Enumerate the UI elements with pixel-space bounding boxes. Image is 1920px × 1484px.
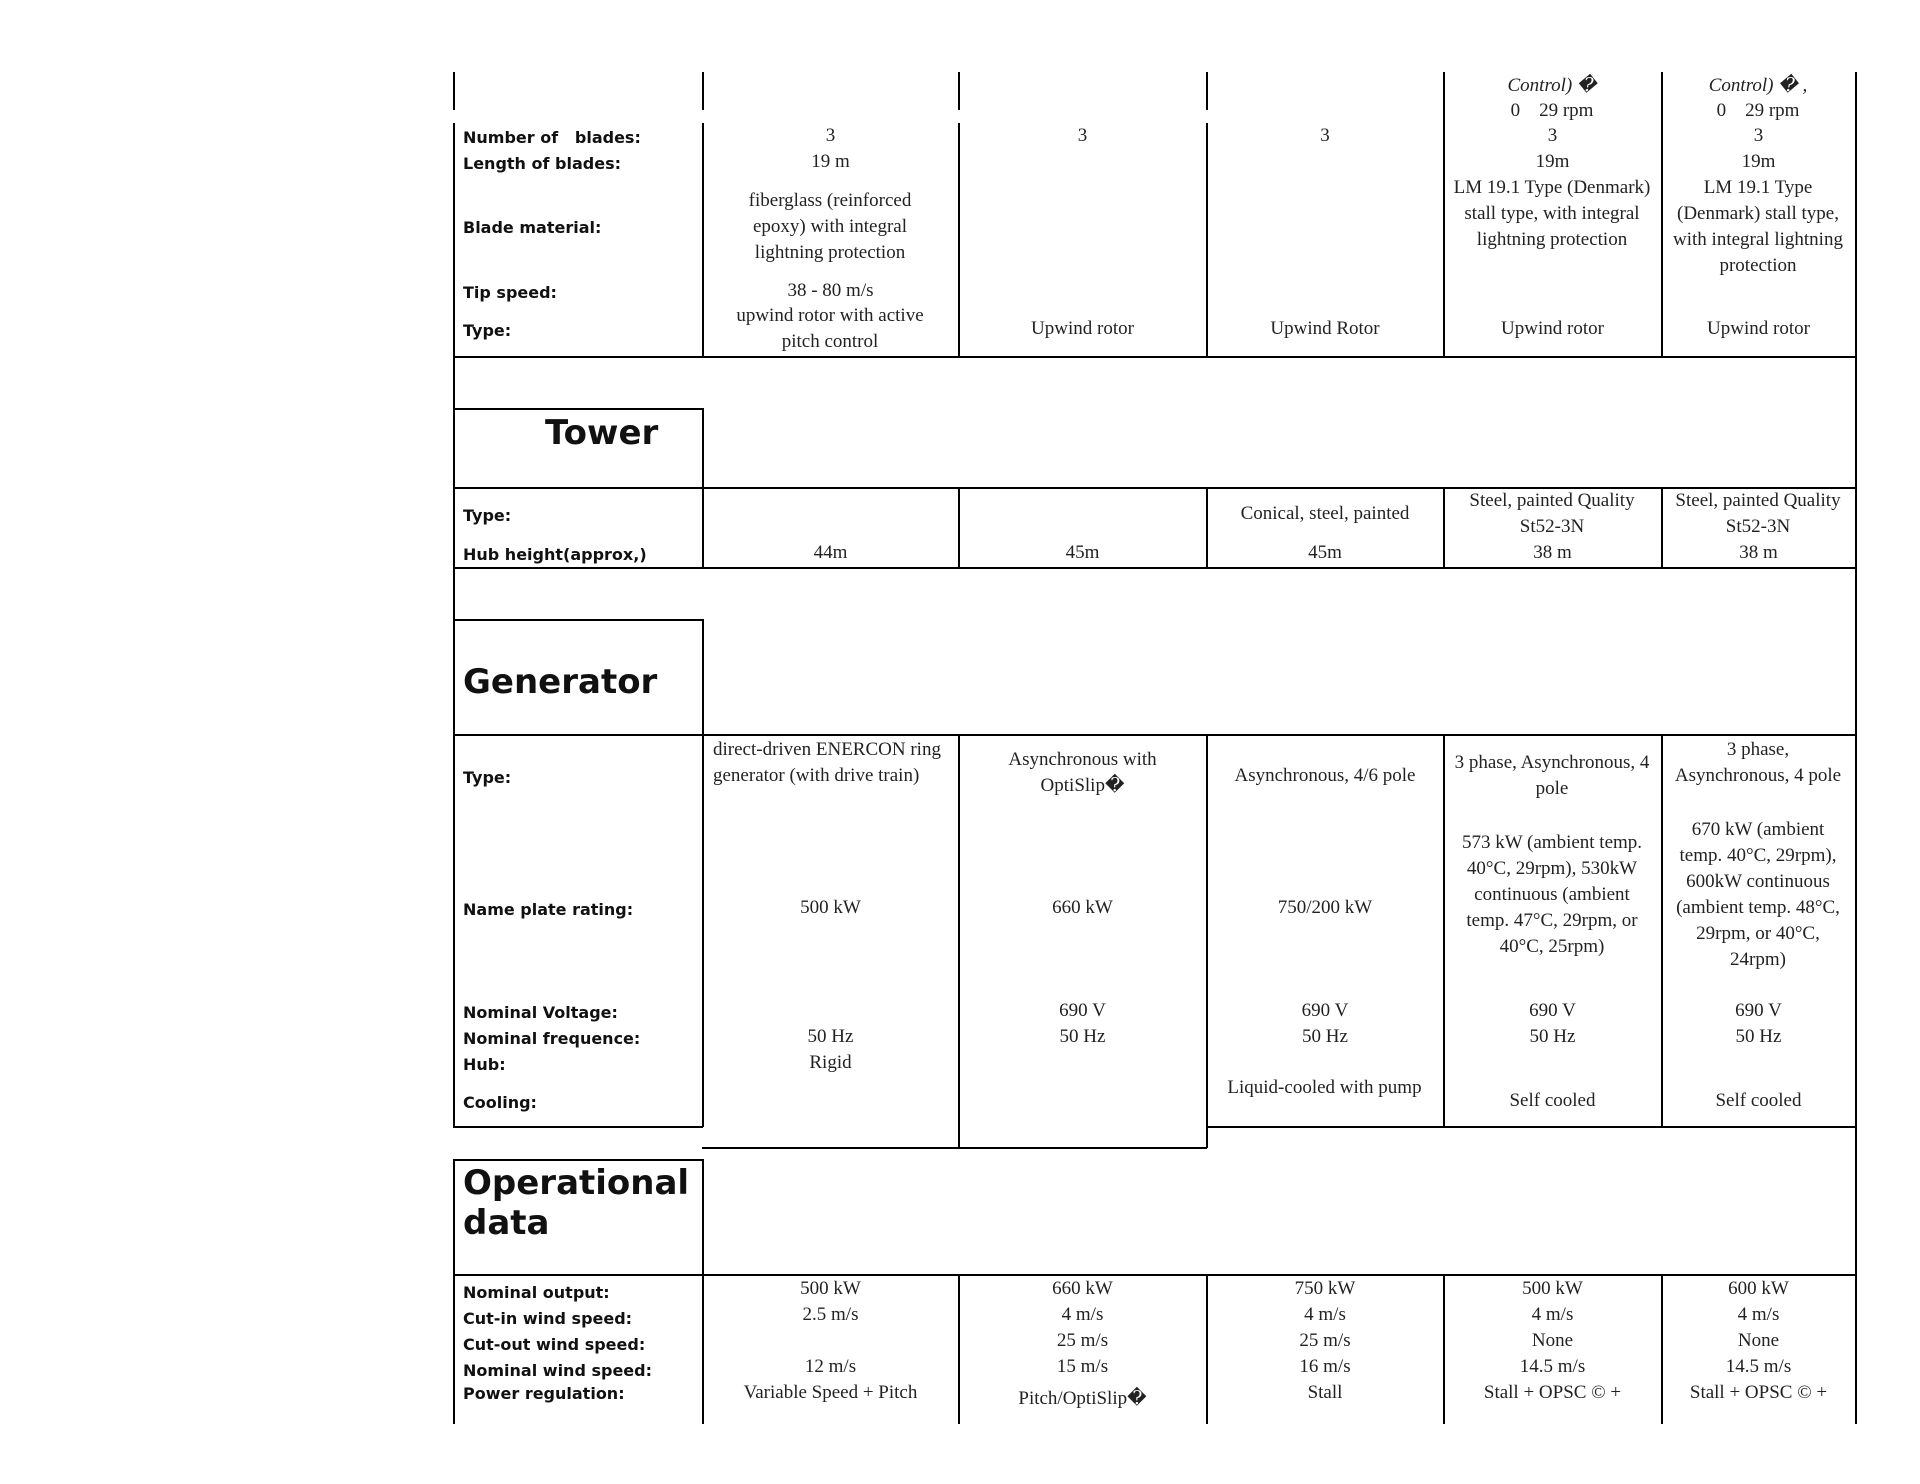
nominal-wind-col3: 16 m/s [1299, 1356, 1351, 1377]
hub-height-col1: 44m [813, 542, 848, 563]
gen-type-col4: 3 phase, Asynchronous, 4 pole [1454, 752, 1650, 799]
output-col3: 750 kW [1294, 1278, 1356, 1299]
label-hub-height: Hub height(approx,) [463, 545, 647, 564]
cutin-col2: 4 m/s [1061, 1304, 1104, 1325]
rotor-rpm-col4: 0 29 rpm [1510, 100, 1594, 121]
section-title-operational-data: Operational data [463, 1163, 690, 1243]
hub-col1: Rigid [809, 1052, 852, 1073]
rating-col2: 660 kW [1052, 897, 1113, 918]
cooling-col4: Self cooled [1509, 1090, 1596, 1111]
freq-col4: 50 Hz [1529, 1026, 1576, 1047]
tower-type-col4: Steel, painted Quality St52-3N [1469, 490, 1635, 537]
blades-col1: 3 [825, 125, 836, 146]
length-col5: 19m [1741, 151, 1776, 172]
regulation-col3: Stall [1307, 1382, 1343, 1403]
section-title-tower: Tower [545, 413, 659, 453]
rotor-control-col5: Control) � , [1708, 75, 1808, 96]
rating-col3: 750/200 kW [1277, 897, 1373, 918]
regulation-col4: Stall + OPSC © + [1483, 1382, 1622, 1403]
blades-col4: 3 [1547, 125, 1558, 146]
label-nominal-wind-speed: Nominal wind speed: [463, 1361, 652, 1380]
cutout-col4: None [1531, 1330, 1574, 1351]
voltage-col3: 690 V [1301, 1000, 1349, 1021]
cutin-col1: 2.5 m/s [802, 1304, 859, 1325]
label-hub: Hub: [463, 1055, 506, 1074]
rating-col4: 573 kW (ambient temp. 40°C, 29rpm), 530kW continuous (ambient temp. 47°C, 29rpm, or 40°C, 25rpm) [1461, 832, 1643, 957]
hub-height-col2: 45m [1065, 542, 1100, 563]
freq-col5: 50 Hz [1735, 1026, 1782, 1047]
nominal-wind-col5: 14.5 m/s [1725, 1356, 1792, 1377]
tower-type-col5: Steel, painted Quality St52-3N [1675, 490, 1841, 537]
cutout-col3: 25 m/s [1299, 1330, 1351, 1351]
rotor-type-col1: upwind rotor with active pitch control [736, 305, 924, 352]
label-cooling: Cooling: [463, 1093, 537, 1112]
blades-col2: 3 [1077, 125, 1088, 146]
label-nominal-voltage: Nominal Voltage: [463, 1003, 618, 1022]
label-tower-type: Type: [463, 506, 512, 525]
rotor-type-col5: Upwind rotor [1707, 318, 1810, 339]
output-col2: 660 kW [1052, 1278, 1113, 1299]
output-col1: 500 kW [800, 1278, 861, 1299]
length-col4: 19m [1535, 151, 1570, 172]
rotor-type-col3: Upwind Rotor [1270, 318, 1380, 339]
voltage-col2: 690 V [1059, 1000, 1106, 1021]
rotor-type-col4: Upwind rotor [1501, 318, 1604, 339]
cutin-col3: 4 m/s [1304, 1304, 1346, 1325]
voltage-col5: 690 V [1735, 1000, 1782, 1021]
material-col1: fiberglass (reinforced epoxy) with integral lightning protection [748, 190, 912, 263]
cutin-col4: 4 m/s [1531, 1304, 1574, 1325]
label-cut-in-wind-speed: Cut-in wind speed: [463, 1309, 633, 1328]
label-number-of-blades: Number of blades: [463, 128, 641, 147]
label-rotor-type: Type: [463, 321, 512, 340]
label-cut-out-wind-speed: Cut-out wind speed: [463, 1335, 646, 1354]
cutout-col5: None [1737, 1330, 1780, 1351]
hub-height-col4: 38 m [1533, 542, 1572, 563]
regulation-col5: Stall + OPSC © + [1689, 1382, 1828, 1403]
blades-col3: 3 [1320, 125, 1330, 146]
nominal-wind-col4: 14.5 m/s [1519, 1356, 1586, 1377]
section-title-generator: Generator [463, 662, 658, 702]
regulation-col2: Pitch/OptiSlip� [1018, 1388, 1147, 1409]
gen-type-col5: 3 phase, Asynchronous, 4 pole [1674, 739, 1842, 786]
label-tip-speed: Tip speed: [463, 283, 557, 302]
material-col4: LM 19.1 Type (Denmark) stall type, with integral lightning protection [1453, 177, 1651, 250]
material-col5: LM 19.1 Type (Denmark) stall type, with integral lightning protection [1673, 177, 1843, 276]
label-length-of-blades: Length of blades: [463, 154, 621, 173]
freq-col3: 50 Hz [1302, 1026, 1348, 1047]
rating-col1: 500 kW [800, 897, 861, 918]
gen-type-col1: direct-driven ENERCON ring generator (with drive train) [713, 739, 941, 786]
cutin-col5: 4 m/s [1737, 1304, 1780, 1325]
hub-height-col5: 38 m [1739, 542, 1778, 563]
label-name-plate-rating: Name plate rating: [463, 900, 634, 919]
nominal-wind-col1: 12 m/s [804, 1356, 857, 1377]
rating-col5: 670 kW (ambient temp. 40°C, 29rpm), 600kW continuous (ambient temp. 48°C, 29rpm, or 40°C, 24rpm) [1676, 819, 1840, 970]
freq-col1: 50 Hz [807, 1026, 854, 1047]
rotor-rpm-col5: 0 29 rpm [1716, 100, 1800, 121]
nominal-wind-col2: 15 m/s [1056, 1356, 1109, 1377]
length-col1: 19 m [811, 151, 850, 172]
regulation-col1: Variable Speed + Pitch [743, 1382, 918, 1403]
cutout-col2: 25 m/s [1056, 1330, 1109, 1351]
label-blade-material: Blade material: [463, 218, 602, 237]
label-generator-type: Type: [463, 768, 512, 787]
label-power-regulation: Power regulation: [463, 1384, 625, 1403]
output-col5: 600 kW [1728, 1278, 1789, 1299]
rotor-type-col2: Upwind rotor [1031, 318, 1134, 339]
cooling-col3: Liquid-cooled with pump [1227, 1077, 1422, 1098]
tower-type-col3: Conical, steel, painted [1240, 503, 1410, 524]
tip-speed-col1: 38 - 80 m/s [787, 280, 874, 301]
output-col4: 500 kW [1522, 1278, 1583, 1299]
rotor-control-col4: Control) � [1507, 75, 1597, 96]
voltage-col4: 690 V [1529, 1000, 1576, 1021]
blades-col5: 3 [1753, 125, 1764, 146]
hub-height-col3: 45m [1308, 542, 1342, 563]
label-nominal-frequence: Nominal frequence: [463, 1029, 641, 1048]
label-nominal-output: Nominal output: [463, 1283, 610, 1302]
gen-type-col2: Asynchronous with OptiSlip� [1008, 749, 1157, 796]
gen-type-col3: Asynchronous, 4/6 pole [1234, 765, 1416, 786]
freq-col2: 50 Hz [1059, 1026, 1106, 1047]
cooling-col5: Self cooled [1715, 1090, 1802, 1111]
